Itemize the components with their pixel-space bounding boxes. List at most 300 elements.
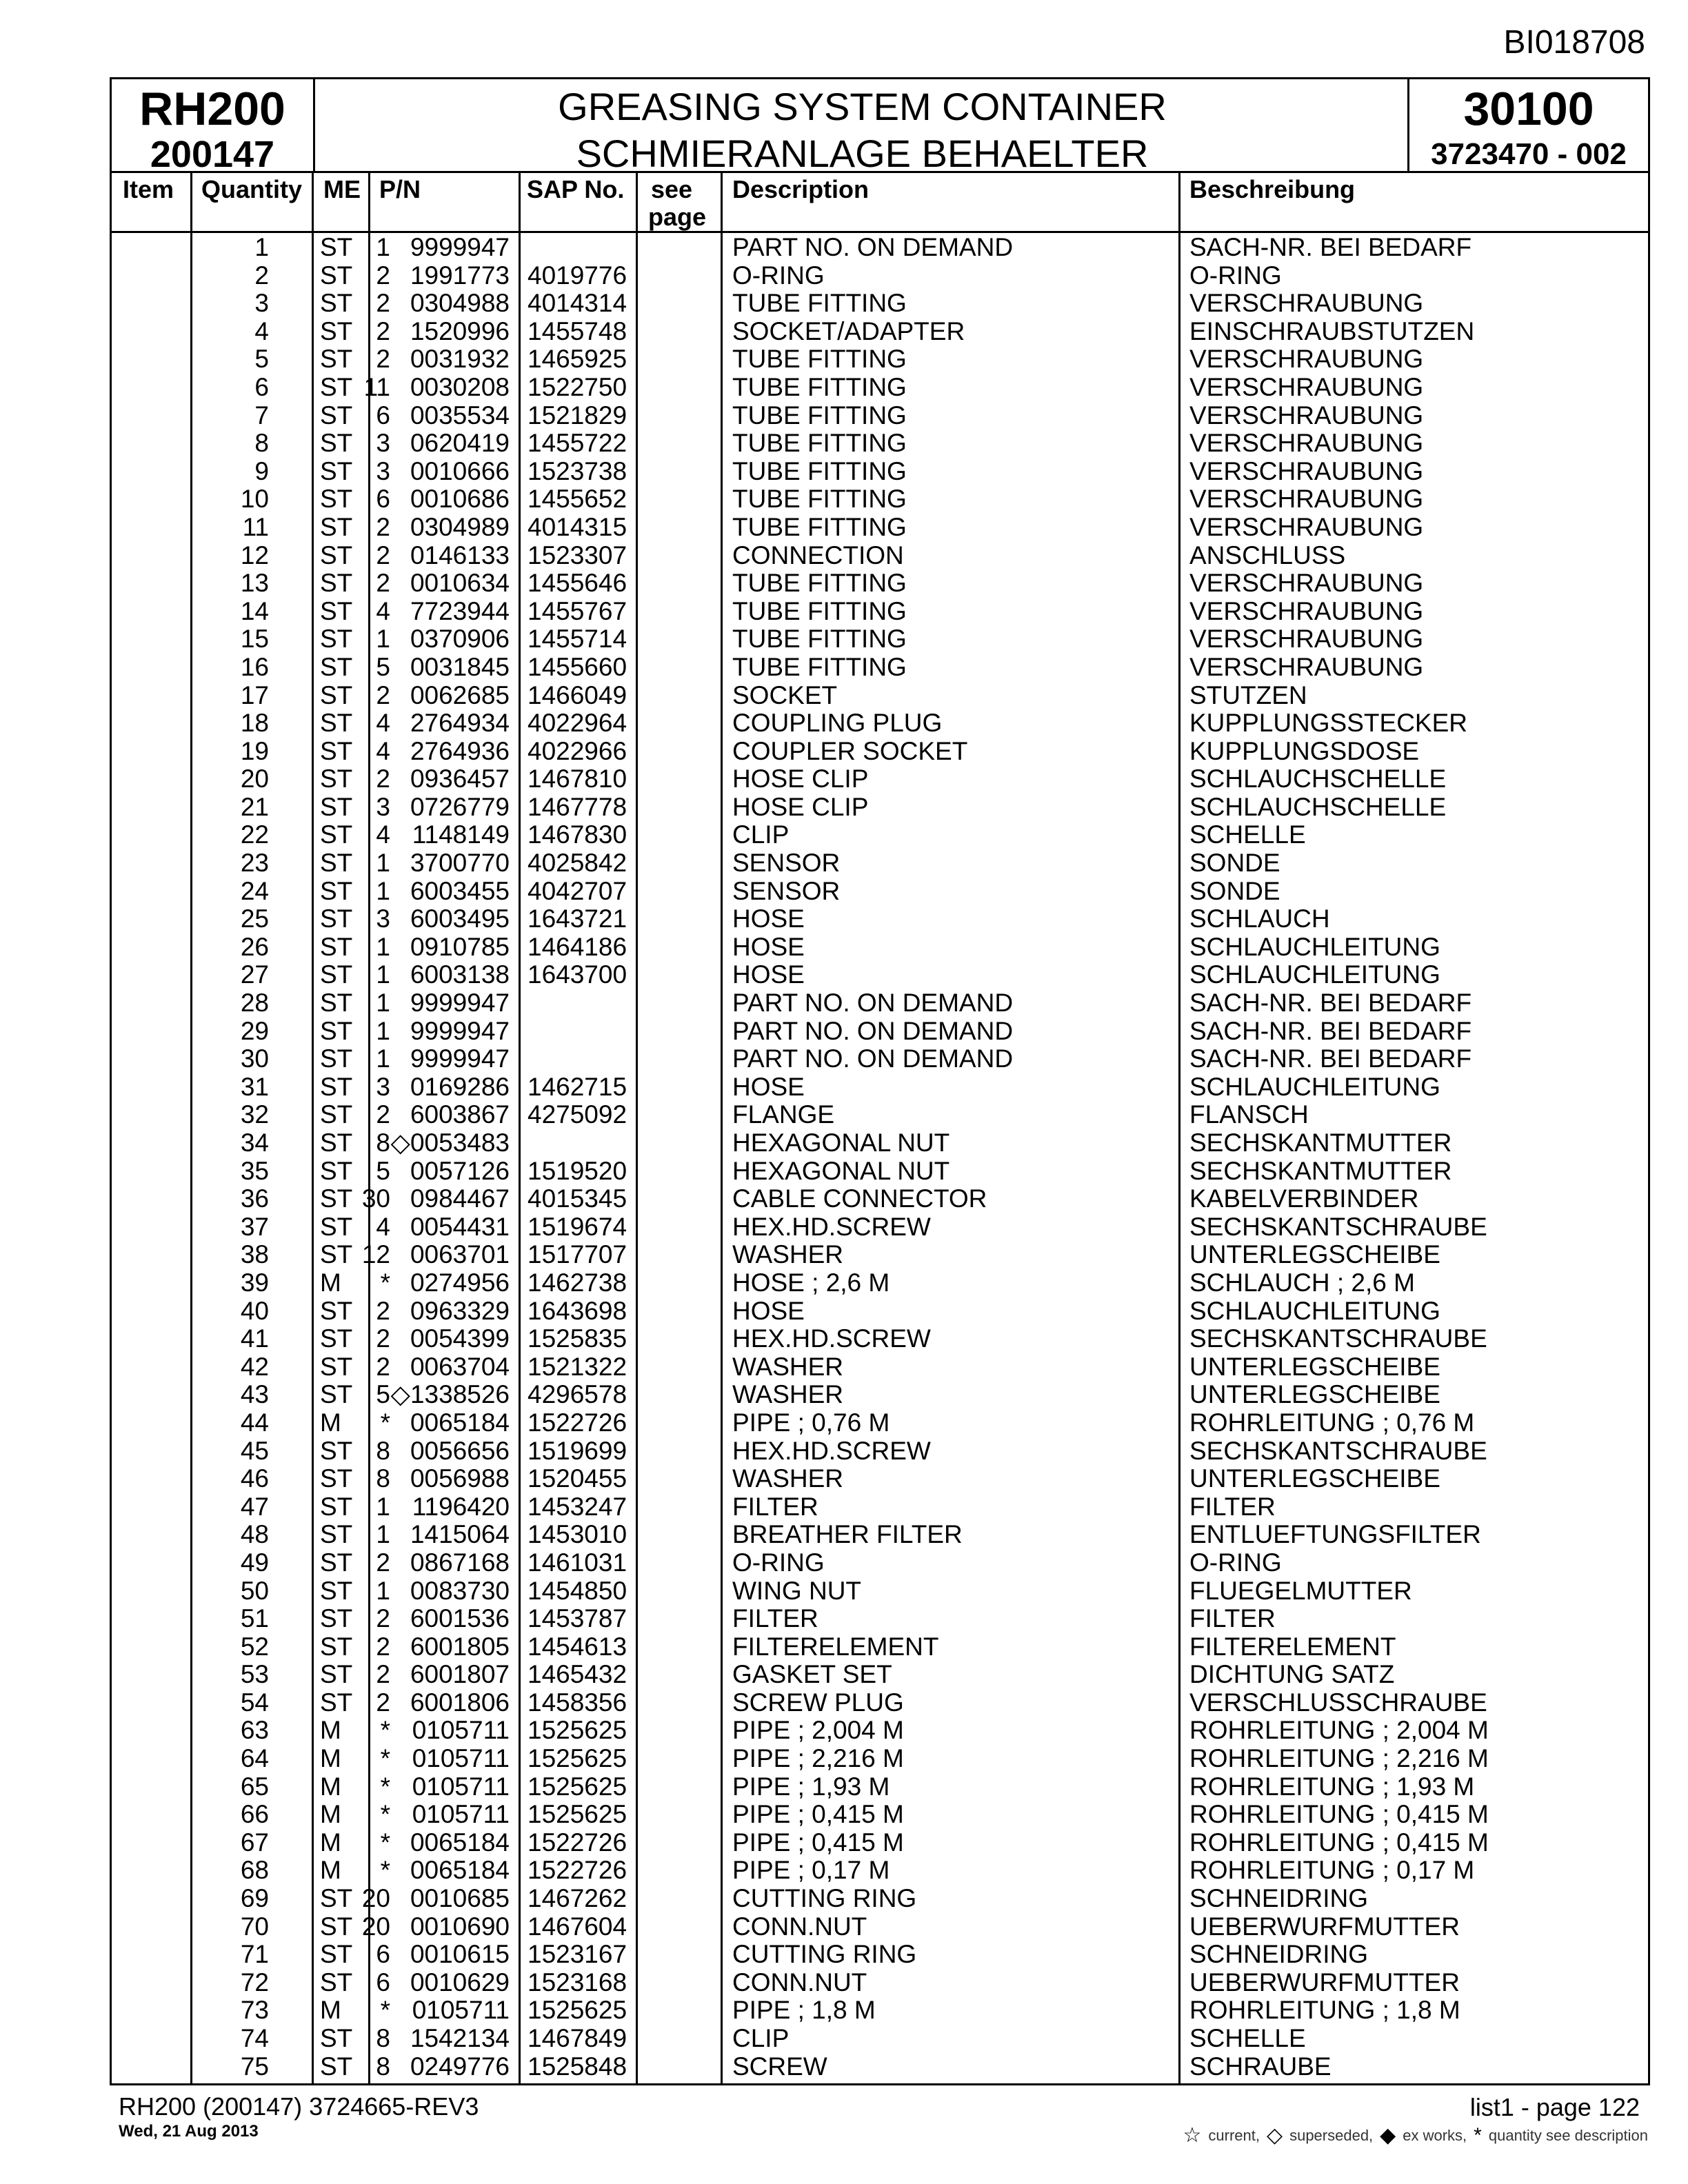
table-row: [112, 1465, 1648, 1493]
table-row: [112, 262, 1648, 290]
cell-beschreibung: UNTERLEGSCHEIBE: [1189, 1464, 1440, 1493]
header-block: [110, 77, 1650, 173]
cell-sap-number: 1643700: [528, 960, 627, 989]
table-row: [112, 1045, 1648, 1073]
cell-me: ST: [320, 401, 353, 429]
cell-sap-number: 1522750: [528, 372, 627, 401]
cell-beschreibung: ENTLUEFTUNGSFILTER: [1189, 1520, 1481, 1549]
cell-part-number: 0057126: [410, 1156, 510, 1185]
parts-table: [110, 173, 1650, 2085]
cell-beschreibung: SCHLAUCHSCHELLE: [1189, 792, 1447, 821]
cell-part-number: 0056656: [410, 1436, 510, 1465]
cell-sap-number: 1523168: [528, 1968, 627, 1996]
cell-me: ST: [320, 1184, 353, 1213]
table-row: [112, 1381, 1648, 1409]
cell-beschreibung: FILTERELEMENT: [1189, 1632, 1396, 1661]
cell-item: 45: [240, 1436, 269, 1465]
cell-part-number: 0304989: [410, 512, 510, 541]
cell-quantity: 2: [376, 1352, 390, 1381]
cell-description: HOSE ; 2,6 M: [732, 1268, 890, 1297]
cell-quantity: 11: [363, 372, 390, 401]
cell-quantity: 3: [376, 792, 390, 821]
table-row: [112, 1297, 1648, 1326]
cell-beschreibung: UNTERLEGSCHEIBE: [1189, 1352, 1440, 1381]
cell-sap-number: 1467778: [528, 792, 627, 821]
cell-quantity: 1: [376, 1492, 390, 1521]
cell-part-number: 0010629: [410, 1968, 510, 1996]
cell-quantity: 8: [376, 1129, 390, 1157]
cell-description: HOSE CLIP: [732, 765, 869, 793]
cell-sap-number: 1525625: [528, 1800, 627, 1829]
table-row: [112, 1353, 1648, 1382]
cell-item: 3: [254, 289, 269, 318]
cell-me: ST: [320, 1212, 353, 1241]
cell-me: M: [320, 1856, 341, 1885]
cell-me: ST: [320, 2024, 353, 2052]
cell-sap-number: 4025842: [528, 849, 627, 878]
cell-item: 42: [240, 1352, 269, 1381]
cell-me: ST: [320, 233, 353, 261]
cell-quantity: 12: [361, 1240, 390, 1269]
cell-me: ST: [320, 820, 353, 849]
cell-me: ST: [320, 652, 353, 681]
cell-sap-number: 1467849: [528, 2024, 627, 2052]
cell-quantity: *: [380, 1744, 390, 1773]
footer-page-number: list1 - page 122: [1469, 2093, 1640, 2121]
title-german: SCHMIERANLAGE BEHAELTER: [576, 132, 1149, 175]
cell-part-number: 6001805: [410, 1632, 510, 1661]
cell-item: 25: [240, 904, 269, 933]
cell-sap-number: 1458356: [528, 1688, 627, 1717]
cell-beschreibung: KUPPLUNGSSTECKER: [1189, 709, 1467, 738]
cell-item: 75: [240, 2052, 269, 2081]
cell-description: WASHER: [732, 1352, 844, 1381]
table-row: [112, 793, 1648, 822]
cell-quantity: 6: [376, 401, 390, 429]
cell-quantity: *: [380, 1828, 390, 1857]
cell-part-number: 0031932: [410, 345, 510, 374]
cell-beschreibung: SCHELLE: [1189, 820, 1306, 849]
cell-description: BREATHER FILTER: [732, 1520, 963, 1549]
cell-quantity: 8: [376, 1464, 390, 1493]
cell-sap-number: 1522726: [528, 1408, 627, 1437]
cell-beschreibung: ROHRLEITUNG ; 0,415 M: [1189, 1828, 1489, 1857]
cell-beschreibung: ROHRLEITUNG ; 0,76 M: [1189, 1408, 1475, 1437]
header-group-cell: [1407, 79, 1648, 171]
cell-item: 13: [240, 569, 269, 598]
cell-description: CONNECTION: [732, 540, 904, 569]
cell-quantity: 2: [376, 765, 390, 793]
cell-part-number: 0010634: [410, 569, 510, 598]
cell-beschreibung: SECHSKANTMUTTER: [1189, 1156, 1452, 1185]
table-row: [112, 1773, 1648, 1801]
cell-part-number: 3700770: [410, 849, 510, 878]
cell-item: 6: [254, 372, 269, 401]
cell-me: ST: [320, 1464, 353, 1493]
table-row: [112, 1577, 1648, 1606]
cell-item: 69: [240, 1884, 269, 1913]
group-number: 30100: [1463, 83, 1594, 135]
cell-description: HEXAGONAL NUT: [732, 1156, 950, 1185]
table-row: [112, 290, 1648, 318]
cell-beschreibung: KUPPLUNGSDOSE: [1189, 736, 1420, 765]
cell-item: 66: [240, 1800, 269, 1829]
column-header-item: Item: [123, 175, 174, 203]
cell-me: ST: [320, 512, 353, 541]
cell-sap-number: 1523738: [528, 456, 627, 485]
cell-quantity: 6: [376, 1940, 390, 1969]
cell-beschreibung: SONDE: [1189, 876, 1280, 905]
table-row: [112, 709, 1648, 738]
cell-quantity: 2: [376, 540, 390, 569]
table-row: [112, 1521, 1648, 1549]
cell-me: ST: [320, 1044, 353, 1073]
cell-description: TUBE FITTING: [732, 289, 907, 318]
cell-me: M: [320, 1800, 341, 1829]
cell-part-number: 1148149: [412, 820, 510, 849]
cell-part-number: 0010690: [410, 1912, 510, 1941]
cell-quantity: 1: [376, 960, 390, 989]
cell-part-number: 0035534: [410, 401, 510, 429]
cell-beschreibung: SACH-NR. BEI BEDARF: [1189, 1044, 1472, 1073]
cell-item: 70: [240, 1912, 269, 1941]
cell-beschreibung: VERSCHRAUBUNG: [1189, 625, 1424, 654]
legend-current: current,: [1208, 2126, 1260, 2144]
cell-quantity: 2: [376, 1324, 390, 1353]
cell-me: ST: [320, 1100, 353, 1129]
cell-quantity: 8: [376, 2052, 390, 2081]
cell-part-number: 6003495: [410, 904, 510, 933]
cell-part-number: 0105711: [412, 1716, 510, 1745]
cell-me: ST: [320, 1604, 353, 1633]
cell-item: 29: [240, 1016, 269, 1045]
table-row: [112, 569, 1648, 598]
cell-me: ST: [320, 1324, 353, 1353]
cell-description: HOSE: [732, 904, 805, 933]
cell-sap-number: 1455714: [528, 625, 627, 654]
cell-part-number: 0105711: [412, 1800, 510, 1829]
cell-beschreibung: UNTERLEGSCHEIBE: [1189, 1240, 1440, 1269]
table-row: [112, 2025, 1648, 2053]
cell-quantity: 5: [376, 652, 390, 681]
cell-me: ST: [320, 456, 353, 485]
cell-description: FILTERELEMENT: [732, 1632, 939, 1661]
cell-beschreibung: SONDE: [1189, 849, 1280, 878]
table-row: [112, 1801, 1648, 1829]
cell-description: TUBE FITTING: [732, 345, 907, 374]
cell-me: M: [320, 1716, 341, 1745]
cell-me: ST: [320, 1688, 353, 1717]
cell-sap-number: 1467262: [528, 1884, 627, 1913]
cell-beschreibung: SCHLAUCHSCHELLE: [1189, 765, 1447, 793]
table-row: [112, 542, 1648, 570]
cell-me: ST: [320, 1156, 353, 1185]
cell-item: 17: [240, 680, 269, 709]
cell-beschreibung: UEBERWURFMUTTER: [1189, 1912, 1460, 1941]
cell-item: 30: [240, 1044, 269, 1073]
table-row: [112, 738, 1648, 766]
table-row: [112, 1101, 1648, 1129]
cell-quantity: 2: [376, 345, 390, 374]
cell-beschreibung: VERSCHRAUBUNG: [1189, 429, 1424, 458]
cell-item: 34: [240, 1129, 269, 1157]
cell-quantity: 1: [376, 625, 390, 654]
cell-sap-number: 1465432: [528, 1660, 627, 1689]
cell-part-number: 0274956: [410, 1268, 510, 1297]
document-reference: BI018708: [1503, 24, 1645, 61]
cell-sap-number: 1521322: [528, 1352, 627, 1381]
cell-part-number: 0726779: [410, 792, 510, 821]
cell-quantity: 2: [376, 1632, 390, 1661]
cell-me: ST: [320, 1632, 353, 1661]
cell-sap-number: 4042707: [528, 876, 627, 905]
cell-description: TUBE FITTING: [732, 456, 907, 485]
table-row: [112, 1157, 1648, 1186]
cell-beschreibung: SCHRAUBE: [1189, 2052, 1332, 2081]
cell-me: ST: [320, 1016, 353, 1045]
table-row: [112, 1018, 1648, 1046]
cell-description: HEX.HD.SCREW: [732, 1436, 931, 1465]
cell-me: M: [320, 1268, 341, 1297]
cell-sap-number: 1525625: [528, 1716, 627, 1745]
cell-sap-number: 1466049: [528, 680, 627, 709]
cell-description: SCREW PLUG: [732, 1688, 904, 1717]
cell-description: HEXAGONAL NUT: [732, 1129, 950, 1157]
cell-description: WASHER: [732, 1240, 844, 1269]
cell-beschreibung: SACH-NR. BEI BEDARF: [1189, 1016, 1472, 1045]
cell-me: M: [320, 1996, 341, 2025]
cell-item: 23: [240, 849, 269, 878]
cell-beschreibung: FILTER: [1189, 1492, 1276, 1521]
cell-part-number: ◇1338526: [390, 1380, 510, 1409]
cell-part-number: 0065184: [410, 1408, 510, 1437]
table-row: [112, 1941, 1648, 1969]
cell-beschreibung: VERSCHRAUBUNG: [1189, 401, 1424, 429]
cell-sap-number: 1464186: [528, 932, 627, 961]
table-row: [112, 1829, 1648, 1857]
cell-beschreibung: O-RING: [1189, 1548, 1282, 1577]
cell-description: CONN.NUT: [732, 1912, 867, 1941]
cell-beschreibung: VERSCHRAUBUNG: [1189, 485, 1424, 514]
cell-part-number: 0146133: [410, 540, 510, 569]
cell-part-number: 0054399: [410, 1324, 510, 1353]
column-header-see-page-2: page: [648, 203, 707, 231]
cell-beschreibung: ANSCHLUSS: [1189, 540, 1346, 569]
cell-item: 36: [240, 1184, 269, 1213]
table-row: [112, 625, 1648, 654]
cell-sap-number: 1467830: [528, 820, 627, 849]
cell-part-number: 0010615: [410, 1940, 510, 1969]
cell-sap-number: 1525848: [528, 2052, 627, 2081]
header-title-cell: [313, 79, 1411, 175]
cell-beschreibung: SCHNEIDRING: [1189, 1884, 1369, 1913]
cell-description: TUBE FITTING: [732, 625, 907, 654]
cell-beschreibung: DICHTUNG SATZ: [1189, 1660, 1395, 1689]
cell-sap-number: 1520455: [528, 1464, 627, 1493]
cell-part-number: 6003867: [410, 1100, 510, 1129]
cell-part-number: 6001536: [410, 1604, 510, 1633]
cell-me: ST: [320, 569, 353, 598]
cell-beschreibung: KABELVERBINDER: [1189, 1184, 1419, 1213]
cell-beschreibung: VERSCHRAUBUNG: [1189, 596, 1424, 625]
cell-beschreibung: ROHRLEITUNG ; 0,17 M: [1189, 1856, 1475, 1885]
cell-sap-number: 1453010: [528, 1520, 627, 1549]
legend-ex-works: ex works,: [1403, 2126, 1467, 2144]
cell-description: TUBE FITTING: [732, 372, 907, 401]
cell-part-number: 0054431: [410, 1212, 510, 1241]
cell-description: HOSE: [732, 960, 805, 989]
cell-description: GASKET SET: [732, 1660, 892, 1689]
cell-item: 41: [240, 1324, 269, 1353]
cell-quantity: *: [380, 1408, 390, 1437]
cell-me: ST: [320, 960, 353, 989]
cell-item: 46: [240, 1464, 269, 1493]
cell-sap-number: 1453787: [528, 1604, 627, 1633]
cell-sap-number: 1525835: [528, 1324, 627, 1353]
cell-description: HOSE: [732, 932, 805, 961]
cell-item: 52: [240, 1632, 269, 1661]
cell-item: 67: [240, 1828, 269, 1857]
cell-sap-number: 4022966: [528, 736, 627, 765]
cell-quantity: *: [380, 1856, 390, 1885]
cell-item: 26: [240, 932, 269, 961]
cell-item: 14: [240, 596, 269, 625]
cell-item: 22: [240, 820, 269, 849]
table-row: [112, 1913, 1648, 1941]
cell-item: 2: [254, 261, 269, 290]
cell-item: 18: [240, 709, 269, 738]
cell-description: HOSE: [732, 1296, 805, 1325]
cell-description: TUBE FITTING: [732, 652, 907, 681]
cell-quantity: 2: [376, 1100, 390, 1129]
cell-item: 5: [254, 345, 269, 374]
cell-sap-number: 1453247: [528, 1492, 627, 1521]
cell-sap-number: 1523307: [528, 540, 627, 569]
cell-beschreibung: VERSCHRAUBUNG: [1189, 569, 1424, 598]
cell-description: CLIP: [732, 820, 790, 849]
cell-quantity: 30: [361, 1184, 390, 1213]
cell-beschreibung: SECHSKANTSCHRAUBE: [1189, 1212, 1487, 1241]
cell-me: ST: [320, 1912, 353, 1941]
cell-item: 8: [254, 429, 269, 458]
cell-part-number: 1542134: [410, 2024, 510, 2052]
cell-sap-number: 1465925: [528, 345, 627, 374]
cell-item: 74: [240, 2024, 269, 2052]
table-row: [112, 849, 1648, 878]
cell-me: ST: [320, 261, 353, 290]
cell-description: HEX.HD.SCREW: [732, 1212, 931, 1241]
cell-quantity: 3: [376, 456, 390, 485]
cell-sap-number: 1454850: [528, 1576, 627, 1605]
cell-item: 72: [240, 1968, 269, 1996]
cell-sap-number: 1461031: [528, 1548, 627, 1577]
cell-description: TUBE FITTING: [732, 429, 907, 458]
cell-me: ST: [320, 1520, 353, 1549]
cell-description: WASHER: [732, 1464, 844, 1493]
column-header-quantity: Quantity: [201, 175, 303, 203]
cell-description: FILTER: [732, 1492, 818, 1521]
cell-sap-number: 1643698: [528, 1296, 627, 1325]
cell-description: CUTTING RING: [732, 1940, 917, 1969]
cell-description: FLANGE: [732, 1100, 835, 1129]
cell-description: SCREW: [732, 2052, 827, 2081]
cell-part-number: 9999947: [410, 1016, 510, 1045]
header-model-cell: [112, 79, 315, 175]
cell-beschreibung: ROHRLEITUNG ; 0,415 M: [1189, 1800, 1489, 1829]
table-row: [112, 654, 1648, 682]
cell-beschreibung: UEBERWURFMUTTER: [1189, 1968, 1460, 1996]
table-row: [112, 1996, 1648, 2025]
cell-part-number: 6003455: [410, 876, 510, 905]
cell-item: 73: [240, 1996, 269, 2025]
table-row: [112, 878, 1648, 906]
cell-description: TUBE FITTING: [732, 569, 907, 598]
cell-beschreibung: SECHSKANTSCHRAUBE: [1189, 1436, 1487, 1465]
cell-item: 15: [240, 625, 269, 654]
table-row: [112, 485, 1648, 514]
cell-me: ST: [320, 680, 353, 709]
cell-part-number: 0963329: [410, 1296, 510, 1325]
cell-me: ST: [320, 289, 353, 318]
cell-description: PART NO. ON DEMAND: [732, 989, 1014, 1018]
cell-item: 12: [240, 540, 269, 569]
table-row: [112, 1745, 1648, 1773]
cell-part-number: 0065184: [410, 1856, 510, 1885]
cell-sap-number: 1462715: [528, 1072, 627, 1101]
cell-beschreibung: SCHELLE: [1189, 2024, 1306, 2052]
table-row: [112, 682, 1648, 710]
cell-item: 37: [240, 1212, 269, 1241]
cell-part-number: 1991773: [410, 261, 510, 290]
table-row: [112, 345, 1648, 374]
cell-description: HEX.HD.SCREW: [732, 1324, 931, 1353]
cell-sap-number: 1525625: [528, 1996, 627, 2025]
cell-quantity: *: [380, 1772, 390, 1801]
cell-description: PIPE ; 1,93 M: [732, 1772, 890, 1801]
cell-part-number: ◇0053483: [390, 1129, 510, 1157]
cell-quantity: 2: [376, 680, 390, 709]
cell-part-number: 0010685: [410, 1884, 510, 1913]
cell-beschreibung: SACH-NR. BEI BEDARF: [1189, 989, 1472, 1018]
cell-item: 4: [254, 316, 269, 345]
cell-description: CUTTING RING: [732, 1884, 917, 1913]
cell-me: ST: [320, 1548, 353, 1577]
table-row: [112, 2053, 1648, 2081]
cell-beschreibung: SECHSKANTMUTTER: [1189, 1129, 1452, 1157]
cell-me: ST: [320, 1492, 353, 1521]
cell-part-number: 0910785: [410, 932, 510, 961]
cell-sap-number: 1467604: [528, 1912, 627, 1941]
cell-me: M: [320, 1828, 341, 1857]
cell-sap-number: 4019776: [528, 261, 627, 290]
cell-me: ST: [320, 792, 353, 821]
cell-me: ST: [320, 429, 353, 458]
column-header-me: ME: [323, 175, 361, 203]
cell-quantity: 8: [376, 2024, 390, 2052]
cell-sap-number: 1454613: [528, 1632, 627, 1661]
cell-me: M: [320, 1744, 341, 1773]
cell-quantity: 2: [376, 289, 390, 318]
cell-description: CABLE CONNECTOR: [732, 1184, 987, 1213]
cell-beschreibung: SCHNEIDRING: [1189, 1940, 1369, 1969]
cell-item: 1: [254, 233, 269, 261]
cell-quantity: 20: [361, 1884, 390, 1913]
cell-me: ST: [320, 1436, 353, 1465]
cell-description: PART NO. ON DEMAND: [732, 1016, 1014, 1045]
cell-beschreibung: ROHRLEITUNG ; 1,8 M: [1189, 1996, 1460, 2025]
cell-me: ST: [320, 316, 353, 345]
table-row: [112, 458, 1648, 486]
